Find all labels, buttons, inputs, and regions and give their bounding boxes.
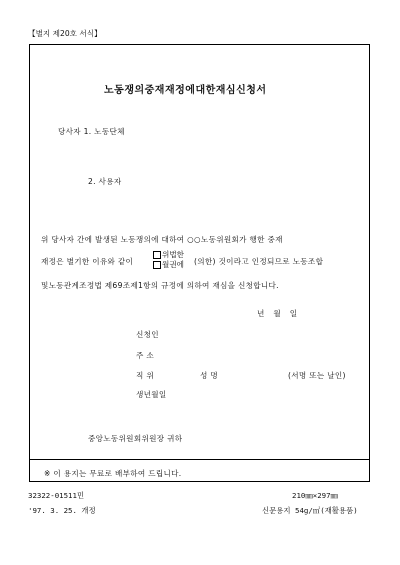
statement-line-1: 위 당사자 간에 발생된 노동쟁의에 대하여 ○○노동위원회가 행한 중재: [41, 235, 283, 244]
paper-specification: 신문용지 54g/㎡(재활용품): [262, 506, 358, 515]
statement-line-2-end: (의한) 것이라고 인정되므로 노동조합: [194, 257, 324, 266]
statement-line-2-start: 재정은 별기한 이유와 같이: [41, 257, 134, 266]
revision-date: '97. 3. 25. 개정: [28, 506, 96, 515]
checkbox-excess[interactable]: [153, 261, 161, 269]
applicant-label: 신청인: [136, 330, 159, 339]
party-labor-union-label: 당사자 1. 노동단체: [58, 127, 125, 136]
addressee: 중앙노동위원회위원장 귀하: [88, 434, 183, 443]
reason-choice: [153, 250, 184, 270]
option-excess[interactable]: 월권에: [153, 260, 184, 270]
paper-size: 210㎜×297㎜: [292, 491, 338, 500]
date-line: 년 월 일: [257, 309, 298, 318]
form-title: 노동쟁의중재재정에대한재심신청서: [104, 85, 267, 96]
footer-divider: [29, 459, 370, 460]
address-label: 주 소: [136, 351, 154, 360]
position-label: 직 위: [136, 371, 154, 380]
signature-note: (서명 또는 날인): [288, 371, 346, 380]
option-illegal[interactable]: 위법한: [153, 250, 184, 260]
form-number-tag: 【별지 제20호 서식】: [28, 29, 102, 38]
party-employer-label: 2. 사용자: [88, 177, 122, 186]
form-code: 32322-01511민: [28, 491, 85, 500]
checkbox-illegal[interactable]: [153, 251, 161, 259]
birth-date-label: 생년월일: [136, 390, 167, 399]
statement-line-3: 및노동관계조정법 제69조제1항의 규정에 의하여 재심을 신청합니다.: [41, 281, 279, 290]
free-distribution-notice: ※ 이 용지는 무료로 배부하여 드립니다.: [44, 469, 182, 478]
name-label: 성 명: [200, 371, 218, 380]
